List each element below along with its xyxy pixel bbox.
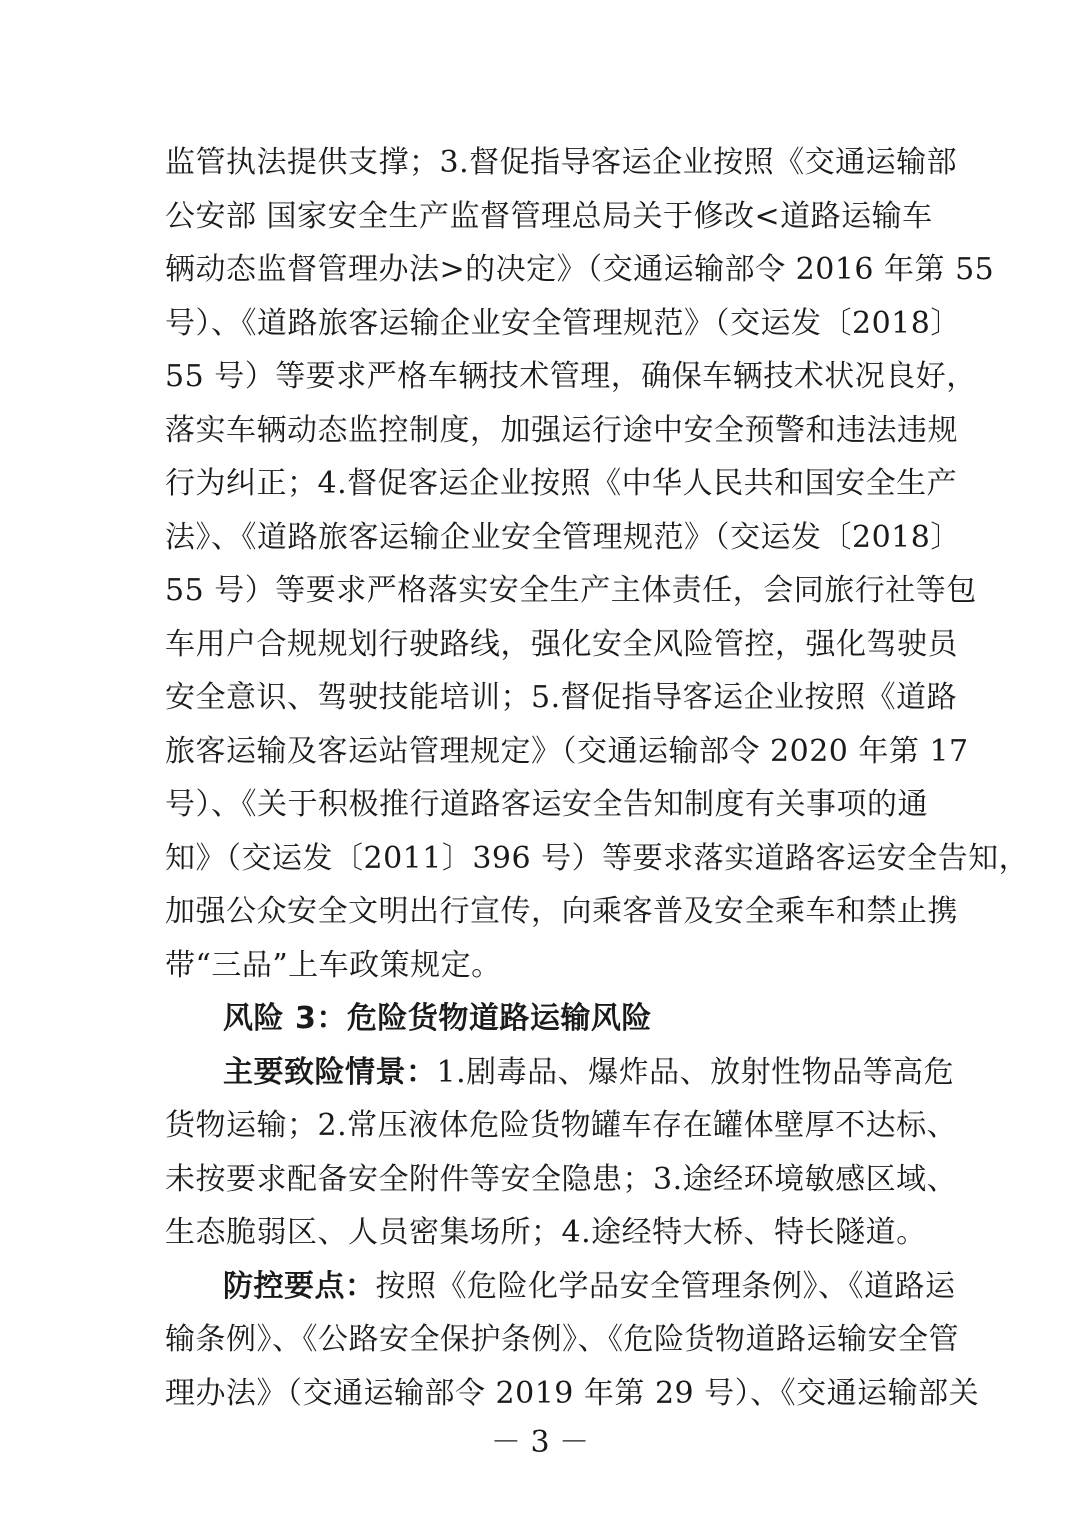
- control-text: 按照《危险化学品安全管理条例》、《道路运: [375, 1268, 956, 1304]
- scenario-line: 未按要求配备安全附件等安全隐患；3.途经环境敏感区域、: [165, 1161, 958, 1197]
- paragraph-line: 55 号）等要求严格落实安全生产主体责任，会同旅行社等包: [165, 573, 977, 608]
- paragraph-line: 知》（交运发〔2011〕396 号）等要求落实道路客运安全告知，: [165, 840, 1030, 876]
- scenario-line: 货物运输；2.常压液体危险货物罐车存在罐体壁厚不达标、: [165, 1108, 958, 1143]
- paragraph-line: 带“三品”上车政策规定。: [165, 947, 502, 983]
- control-line: 理办法》（交通运输部令 2019 年第 29 号）、《交通运输部关: [165, 1375, 980, 1411]
- paragraph-line: 辆动态监督管理办法>的决定》（交通运输部令 2016 年第 55: [165, 252, 995, 287]
- control-label: 防控要点：: [223, 1268, 376, 1304]
- scenario-text: 1.剧毒品、爆炸品、放射性物品等高危: [436, 1054, 955, 1090]
- scenario-line: 生态脆弱区、人员密集场所；4.途经特大桥、特长隧道。: [165, 1215, 927, 1250]
- paragraph-line: 旅客运输及客运站管理规定》（交通运输部令 2020 年第 17: [165, 733, 969, 769]
- scenario-label: 主要致险情景：: [223, 1054, 437, 1090]
- paragraph-line: 法》、《道路旅客运输企业安全管理规范》（交运发〔2018〕: [165, 519, 961, 555]
- paragraph-line: 号）、《道路旅客运输企业安全管理规范》（交运发〔2018〕: [165, 305, 961, 341]
- page-number: － 3 －: [490, 1425, 590, 1460]
- paragraph-line: 车用户合规规划行驶路线，强化安全风险管控，强化驾驶员: [165, 626, 958, 662]
- body-text: [165, 136, 1030, 1420]
- paragraph-line: 公安部 国家安全生产监督管理总局关于修改<道路运输车: [165, 198, 933, 234]
- paragraph-line: 号）、《关于积极推行道路客运安全告知制度有关事项的通: [165, 787, 928, 822]
- paragraph-line: 55 号）等要求严格车辆技术管理，确保车辆技术状况良好，: [165, 359, 977, 394]
- scenario-first-line: [165, 1046, 955, 1100]
- paragraph-line: 监管执法提供支撑；3.督促指导客运企业按照《交通运输部: [165, 145, 958, 180]
- control-first-line: [165, 1260, 956, 1314]
- control-line: 输条例》、《公路安全保护条例》、《危险货物道路运输安全管: [165, 1322, 959, 1357]
- risk-3-heading: 风险 3：危险货物道路运输风险: [223, 1001, 652, 1036]
- paragraph-line: 安全意识、驾驶技能培训；5.督促指导客运企业按照《道路: [165, 680, 958, 715]
- paragraph-line: 加强公众安全文明出行宣传，向乘客普及安全乘车和禁止携: [165, 894, 958, 929]
- paragraph-line: 行为纠正；4.督促客运企业按照《中华人民共和国安全生产: [165, 466, 958, 501]
- paragraph-line: 落实车辆动态监控制度，加强运行途中安全预警和违法违规: [165, 412, 958, 448]
